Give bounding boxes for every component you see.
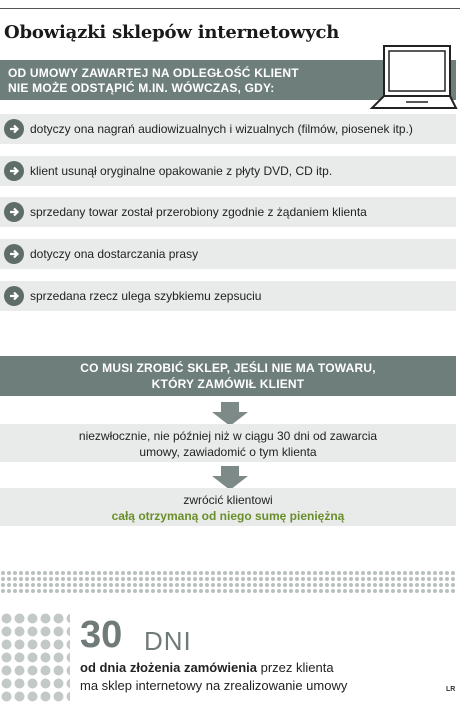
section2-header bbox=[0, 356, 456, 396]
step2-line2: całą otrzymaną od niego sumę pieniężną bbox=[111, 509, 345, 523]
section1-header-line1: OD UMOWY ZAWARTEJ NA ODLEGŁOŚĆ KLIENT bbox=[8, 66, 299, 80]
footer-description-line2: ma sklep internetowy na zrealizowanie umowy bbox=[80, 678, 348, 693]
list-item-text: dotyczy ona nagrań audiowizualnych i wizualnych (filmów, piosenek itp.) bbox=[30, 122, 413, 136]
days-unit: DNI bbox=[144, 626, 192, 656]
list-item bbox=[0, 114, 456, 144]
laptop-icon bbox=[366, 42, 458, 114]
section2-header-line2: KTÓRY ZAMÓWIŁ KLIENT bbox=[151, 377, 305, 391]
arrow-down-icon bbox=[210, 402, 250, 426]
arrow-right-icon bbox=[4, 286, 24, 306]
section1-header-line2: NIE MOŻE ODSTĄPIĆ M.IN. WÓWCZAS, GDY: bbox=[8, 81, 275, 95]
step-box-refund bbox=[0, 488, 456, 526]
arrow-right-icon bbox=[4, 202, 24, 222]
footer-description-rest: przez klienta bbox=[256, 660, 334, 675]
arrow-right-icon bbox=[4, 119, 24, 139]
step1-line1: niezwłocznie, nie później niż w ciągu 30 dni od zawarcia bbox=[78, 429, 378, 443]
footer-description-line1 bbox=[80, 660, 334, 675]
list-item-text: sprzedany towar został przerobiony zgodnie z żądaniem klienta bbox=[30, 205, 367, 219]
step2-line1: zwrócić klientowi bbox=[183, 493, 273, 507]
days-number: 30 bbox=[80, 614, 123, 656]
list-item-text: dotyczy ona dostarczania prasy bbox=[30, 247, 199, 261]
dotted-separator bbox=[0, 570, 456, 594]
arrow-right-icon bbox=[4, 244, 24, 264]
list-item-text: klient usunął oryginalne opakowanie z płyty DVD, CD itp. bbox=[30, 164, 333, 178]
list-item bbox=[0, 281, 456, 311]
step1-line2: umowy, zawiadomić o tym klienta bbox=[139, 445, 317, 459]
top-rule bbox=[0, 8, 460, 9]
arrow-down-icon bbox=[210, 466, 250, 490]
page-title: Obowiązki sklepów internetowych bbox=[4, 22, 340, 43]
section2-header-line1: CO MUSI ZROBIĆ SKLEP, JEŚLI NIE MA TOWARU, bbox=[80, 361, 376, 375]
list-item-text: sprzedana rzecz ulega szybkiemu zepsuciu bbox=[30, 289, 262, 303]
author-credit: LR bbox=[446, 686, 456, 693]
dot-grid-icon bbox=[0, 612, 70, 702]
list-item bbox=[0, 197, 456, 227]
list-item bbox=[0, 239, 456, 269]
list-item bbox=[0, 156, 456, 186]
arrow-right-icon bbox=[4, 161, 24, 181]
footer-description-bold: od dnia złożenia zamówienia bbox=[80, 660, 257, 675]
step-box-notify bbox=[0, 424, 456, 462]
